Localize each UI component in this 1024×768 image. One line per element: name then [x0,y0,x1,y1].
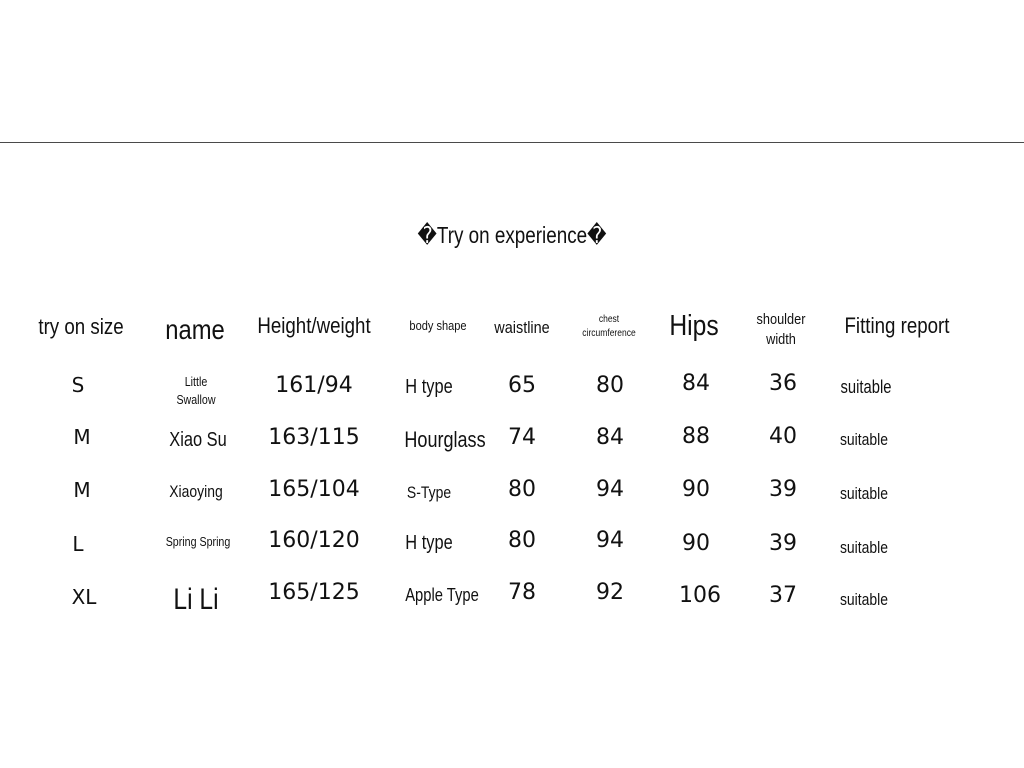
cell-hips: 88 [682,424,710,449]
header-shoulder-line2: width [766,331,796,348]
cell-hips: 84 [682,371,710,396]
cell-name [158,373,233,409]
cell-body-shape: H type [405,532,453,554]
cell-size: L [72,532,84,556]
cell-height-weight: 165/104 [268,477,360,502]
cell-chest: 94 [596,477,624,502]
cell-hips: 90 [682,531,710,556]
cell-name: Spring Spring [165,534,231,549]
cell-shoulder: 36 [769,371,797,396]
cell-size: M [73,425,91,449]
header-fitting-report: Fitting report [844,313,950,338]
cell-shoulder: 39 [769,477,797,502]
cell-size: S [71,373,85,397]
cell-waist: 80 [508,528,536,553]
cell-shoulder: 39 [769,531,797,556]
header-waistline: waistline [494,318,550,337]
cell-name: Li Li [173,583,219,616]
cell-fitting: suitable [839,484,889,503]
header-chest-line1: chest [598,314,620,325]
cell-waist: 74 [508,425,536,450]
cell-name-line2: Swallow [176,392,216,407]
header-hips: Hips [669,310,719,342]
cell-waist: 65 [508,373,536,398]
cell-chest: 84 [596,425,624,450]
header-shoulder-width [750,310,813,350]
header-name: name [165,314,225,345]
header-chest-circumference [574,313,644,341]
page-title: �Try on experience� [417,222,607,248]
cell-height-weight: 163/115 [268,425,360,450]
cell-body-shape: S-Type [406,483,452,502]
header-try-on-size: try on size [38,314,124,339]
cell-fitting: suitable [839,430,889,449]
cell-height-weight: 160/120 [268,528,360,553]
cell-size: M [73,478,91,502]
cell-fitting: suitable [839,538,889,557]
header-height-weight: Height/weight [257,313,371,338]
cell-hips: 106 [679,583,721,608]
cell-chest: 94 [596,528,624,553]
cell-name: Xiaoying [169,482,223,501]
cell-height-weight: 161/94 [275,373,353,398]
top-divider [0,142,1024,143]
cell-fitting: suitable [839,590,889,609]
cell-chest: 80 [596,373,624,398]
cell-hips: 90 [682,477,710,502]
cell-size: XL [71,585,97,609]
cell-body-shape: Apple Type [405,585,479,605]
cell-name-line1: Little [184,374,208,389]
header-chest-line2: circumference [582,328,636,339]
header-shoulder-line1: shoulder [756,311,806,328]
cell-fitting: suitable [840,377,892,397]
cell-shoulder: 40 [769,424,797,449]
cell-height-weight: 165/125 [268,580,360,605]
cell-name: Xiao Su [169,429,227,451]
cell-body-shape: H type [405,376,453,398]
cell-shoulder: 37 [769,583,797,608]
cell-chest: 92 [596,580,624,605]
cell-body-shape: Hourglass [404,427,486,452]
header-body-shape: body shape [409,318,467,333]
cell-waist: 80 [508,477,536,502]
cell-waist: 78 [508,580,536,605]
